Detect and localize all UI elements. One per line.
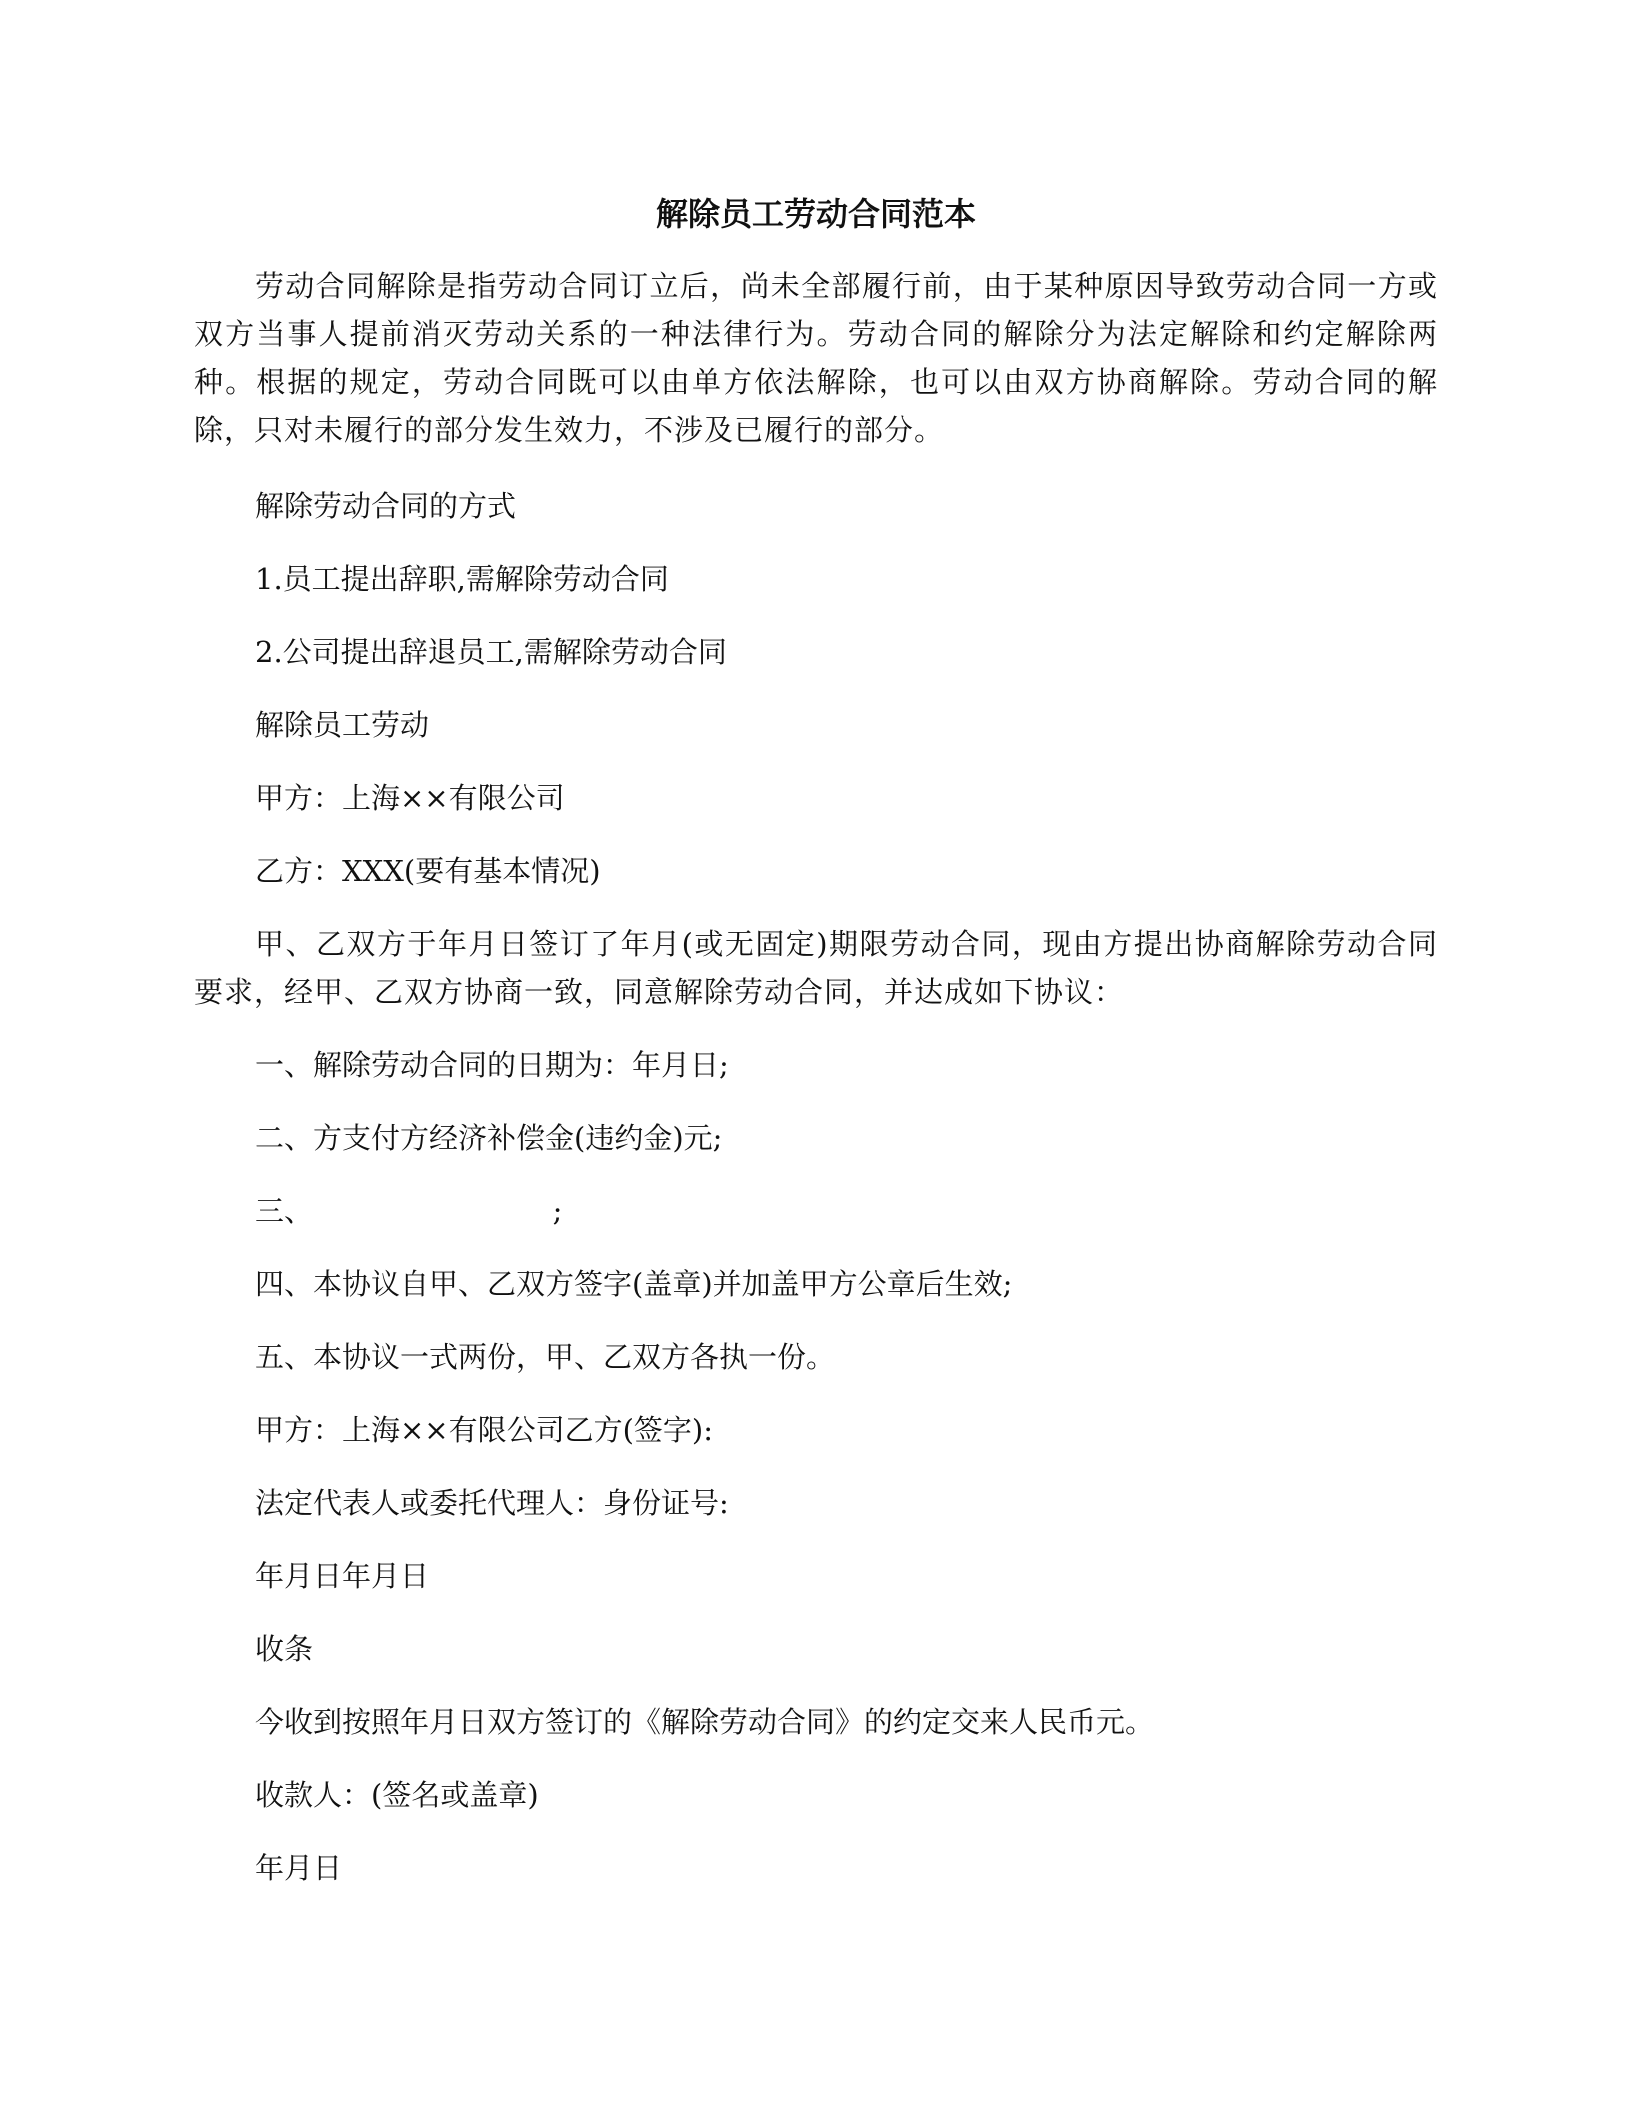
clause-item-3: 三、 ; bbox=[255, 1194, 563, 1228]
clause-item-4: 四、本协议自甲、乙双方签字(盖章)并加盖甲方公章后生效; bbox=[255, 1267, 1013, 1301]
signature-dates-line: 年月日年月日 bbox=[255, 1559, 430, 1593]
intro-paragraph: 劳动合同解除是指劳动合同订立后，尚未全部履行前，由于某种原因导致劳动合同一方或双方当事人提前消灭劳动关系的一种法律行为。劳动合同的解除分为法定解除和约定解除两种。根据的规定，劳动合同既可以由单方依法解除，也可以由双方协商解除。劳动合同的解除，只对未履行的部分发生效力，不涉及已履行的部分。 bbox=[194, 269, 1438, 447]
receipt-heading: 收条 bbox=[255, 1632, 314, 1666]
document-title: 解除员工劳动合同范本 bbox=[655, 195, 976, 233]
receipt-text: 今收到按照年月日双方签订的《解除劳动合同》的约定交来人民币元。 bbox=[255, 1705, 1155, 1739]
method-item-1: 1.员工提出辞职,需解除劳动合同 bbox=[255, 562, 669, 596]
method-item-2: 2.公司提出辞退员工,需解除劳动合同 bbox=[255, 635, 727, 669]
signature-reps-line: 法定代表人或委托代理人：身份证号: bbox=[255, 1486, 729, 1520]
section-heading: 解除员工劳动 bbox=[255, 708, 430, 742]
receipt-date-line: 年月日 bbox=[255, 1851, 343, 1885]
clause-item-5: 五、本协议一式两份，甲、乙双方各执一份。 bbox=[255, 1340, 836, 1374]
party-b-line: 乙方：XXX(要有基本情况) bbox=[255, 854, 601, 888]
methods-heading: 解除劳动合同的方式 bbox=[255, 489, 517, 523]
clause-item-1: 一、解除劳动合同的日期为：年月日; bbox=[255, 1048, 729, 1082]
party-a-line: 甲方：上海××有限公司 bbox=[255, 781, 565, 815]
receipt-payee-line: 收款人：(签名或盖章) bbox=[255, 1778, 539, 1812]
signature-parties-line: 甲方：上海××有限公司乙方(签字): bbox=[255, 1413, 713, 1447]
agreement-paragraph: 甲、乙双方于年月日签订了年月(或无固定)期限劳动合同，现由方提出协商解除劳动合同要求，经甲、乙双方协商一致，同意解除劳动合同，并达成如下协议： bbox=[194, 927, 1438, 1009]
clause-item-2: 二、方支付方经济补偿金(违约金)元; bbox=[255, 1121, 723, 1155]
